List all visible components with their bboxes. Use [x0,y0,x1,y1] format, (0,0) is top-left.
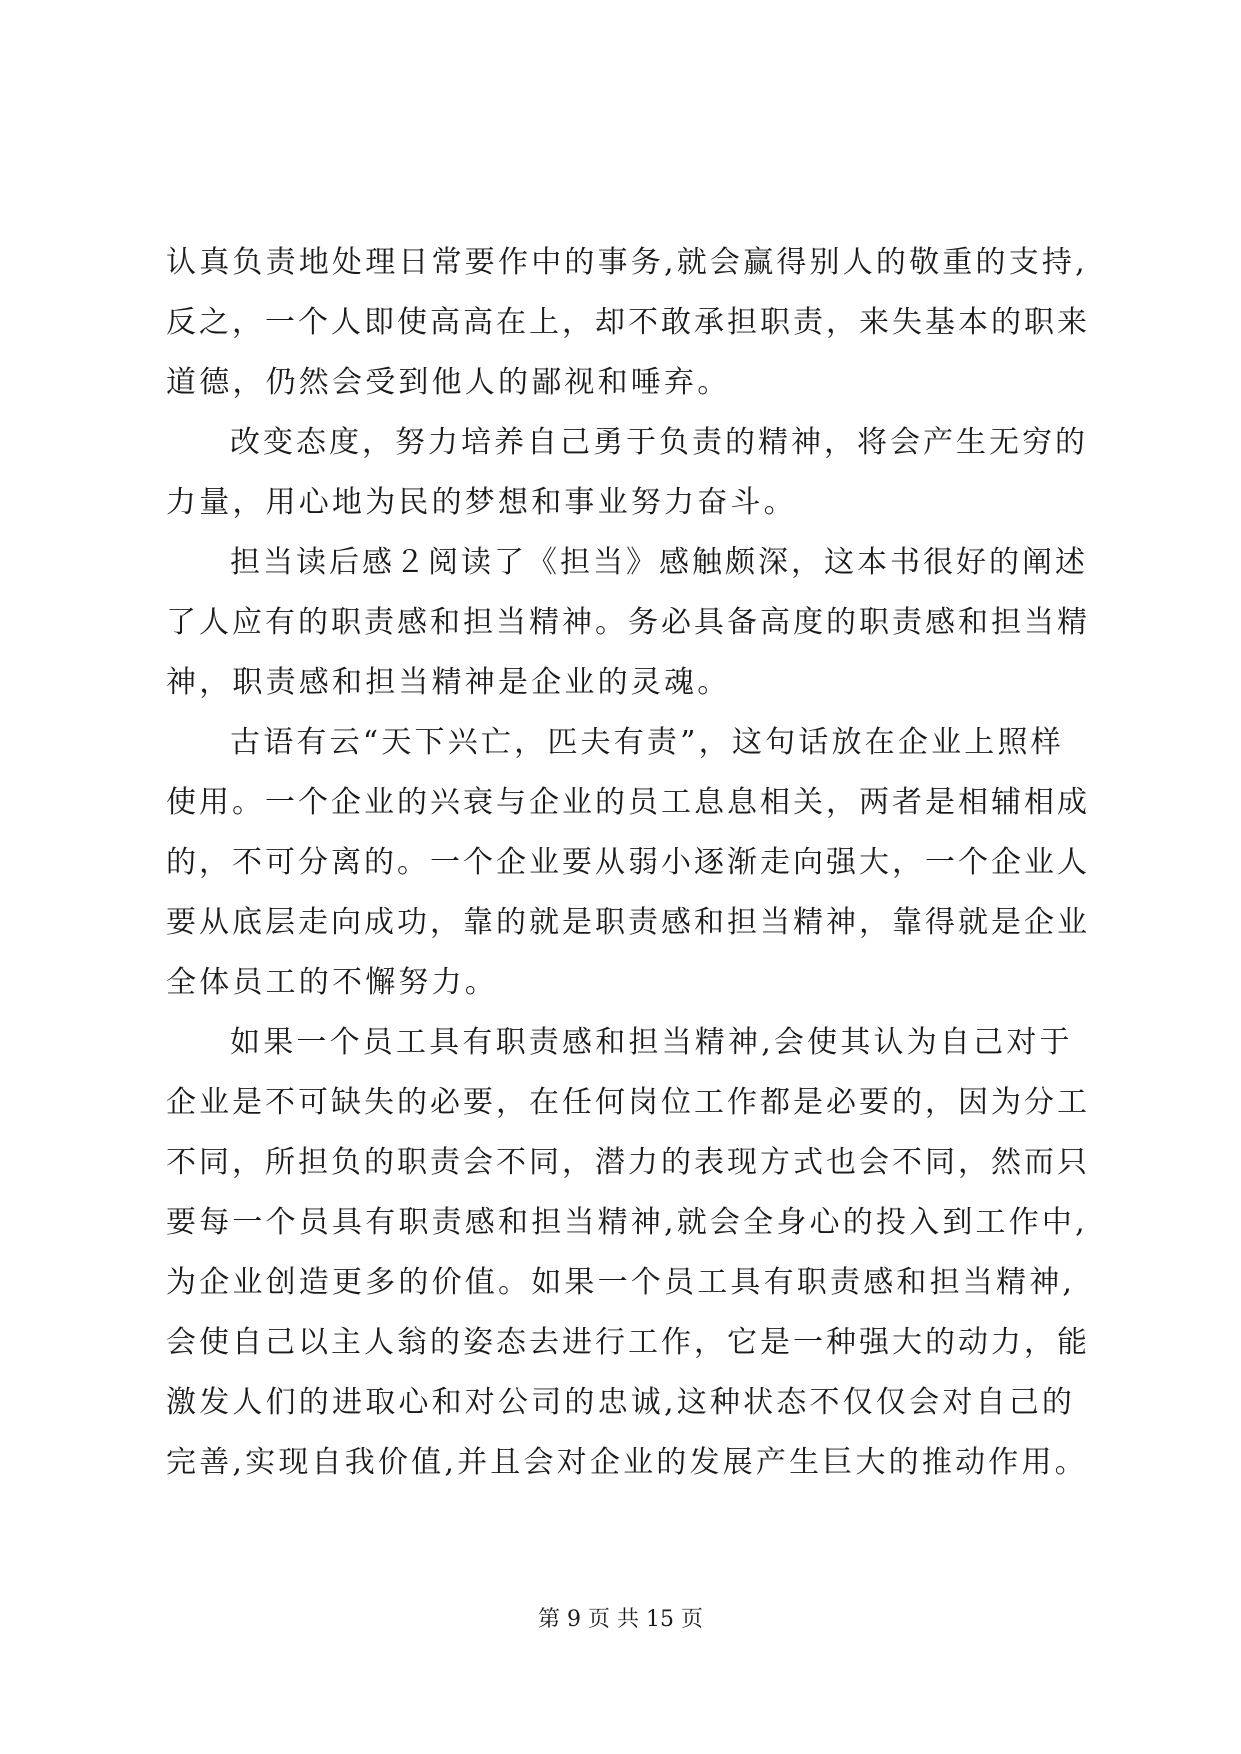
text-line: 完善,实现自我价值,并且会对企业的发展产生巨大的推动作用。 [166,1445,1088,1480]
text-line: 神，职责感和担当精神是企业的灵魂。 [166,665,731,700]
text-line: 认真负责地处理日常要作中的事务,就会赢得别人的敬重的支持, [166,245,1088,280]
text-line: 改变态度，努力培养自己勇于负责的精神，将会产生无穷的 [230,425,1088,460]
text-line: 激发人们的进取心和对公司的忠诚,这种状态不仅仅会对自己的 [166,1385,1076,1420]
text-line: 如果一个员工具有职责感和担当精神,会使其认为自己对于 [230,1025,1073,1060]
text-line: 要每一个员具有职责感和担当精神,就会全身心的投入到工作中, [166,1205,1088,1240]
text-line: 会使自己以主人翁的姿态去进行工作，它是一种强大的动力，能 [166,1325,1090,1360]
text-line: 为企业创造更多的价值。如果一个员工具有职责感和担当精神, [166,1265,1076,1300]
text-line: 企业是不可缺失的必要，在任何岗位工作都是必要的，因为分工 [166,1085,1090,1120]
text-line: 不同，所担负的职责会不同，潜力的表现方式也会不同，然而只 [166,1145,1090,1180]
text-line: 全体员工的不懈努力。 [166,965,498,1000]
text-line: 要从底层走向成功，靠的就是职责感和担当精神，靠得就是企业 [166,905,1090,940]
document-body [166,233,1090,1493]
page-footer: 第 9 页 共 15 页 [538,1607,703,1632]
text-line: 道德，仍然会受到他人的鄙视和唾弃。 [166,365,731,400]
text-line: 了人应有的职责感和担当精神。务必具备高度的职责感和担当精 [166,605,1090,640]
text-line: 反之，一个人即使高高在上，却不敢承担职责，来失基本的职来 [166,305,1090,340]
text-line: 力量，用心地为民的梦想和事业努力奋斗。 [166,485,797,520]
text-line: 古语有云“天下兴亡，匹夫有责”，这句话放在企业上照样 [230,725,1064,760]
text-line: 的，不可分离的。一个企业要从弱小逐渐走向强大，一个企业人 [166,845,1090,880]
text-line: 使用。一个企业的兴衰与企业的员工息息相关，两者是相辅相成 [166,785,1090,820]
text-line: 担当读后感２阅读了《担当》感触颇深，这本书很好的阐述 [230,545,1088,580]
